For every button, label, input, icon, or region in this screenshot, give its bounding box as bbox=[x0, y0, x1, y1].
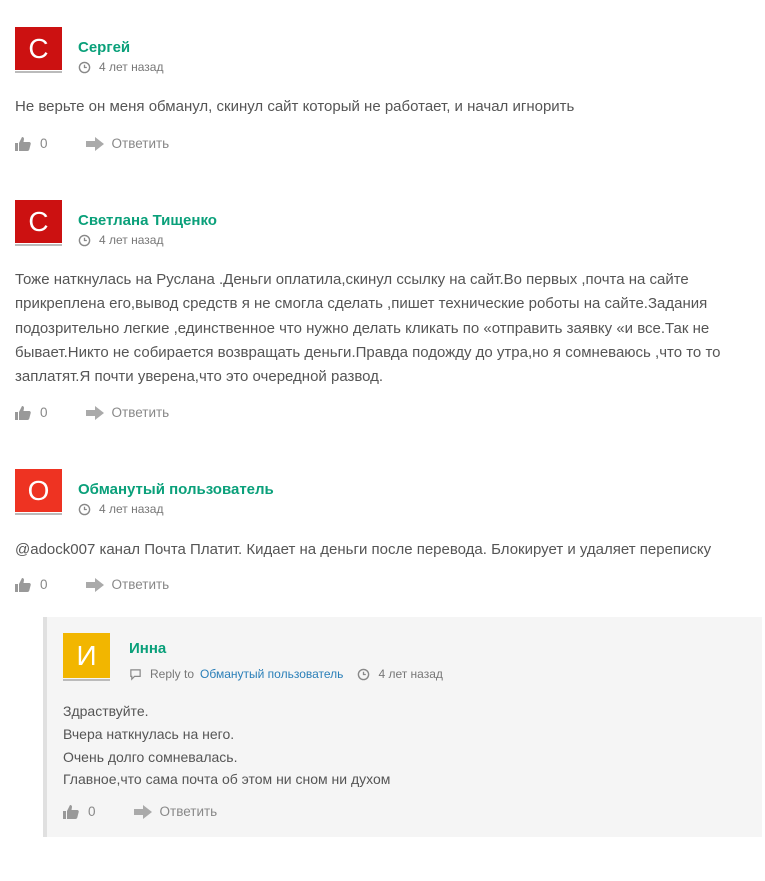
comment-actions bbox=[15, 136, 169, 151]
comment-text-line: Очень долго сомневалась. bbox=[63, 748, 238, 765]
comment bbox=[15, 469, 755, 599]
comment-author[interactable]: Инна bbox=[129, 640, 167, 657]
nested-reply bbox=[43, 617, 762, 837]
comment-text bbox=[15, 268, 721, 389]
speech-bubble-icon bbox=[129, 668, 142, 681]
comment-meta bbox=[78, 60, 163, 74]
reply-arrow-icon[interactable] bbox=[134, 805, 152, 819]
comment bbox=[15, 27, 755, 167]
comment-text-line: прикреплена его,вывод средств я не смогла сделать ,пишет технические роботы на сайте.Задания bbox=[15, 295, 708, 313]
comment-text-line: подозрительно легкие ,единственное что нужно делать кликать по «отправить заявку «и все.Так не bbox=[15, 319, 710, 337]
clock-icon bbox=[78, 61, 91, 74]
reply-to-label: Reply to bbox=[150, 667, 195, 681]
avatar: О bbox=[15, 469, 62, 512]
reply-arrow-icon[interactable] bbox=[86, 406, 104, 420]
comment-text-line: Главное,что сама почта об этом ни сном ни духом bbox=[63, 771, 391, 788]
reply-button[interactable]: Ответить bbox=[111, 405, 170, 420]
like-count: 0 bbox=[40, 577, 48, 592]
comment-meta bbox=[78, 233, 163, 247]
comment-text bbox=[63, 700, 390, 791]
comment-text-line: Не верьте он меня обманул, скинул сайт который не работает, и начал игнорить bbox=[15, 98, 575, 115]
avatar: С bbox=[15, 27, 62, 70]
avatar: И bbox=[63, 633, 110, 678]
like-count: 0 bbox=[40, 405, 48, 420]
comment-text-line: Здраствуйте. bbox=[63, 703, 149, 719]
comment-meta bbox=[78, 502, 163, 516]
avatar: С bbox=[15, 200, 62, 243]
comment-author[interactable]: Обманутый пользователь bbox=[78, 481, 274, 498]
comment-text bbox=[15, 95, 574, 119]
like-count: 0 bbox=[88, 804, 96, 819]
comment-actions bbox=[63, 804, 217, 819]
reply-to-link[interactable]: Обманутый пользователь bbox=[200, 667, 344, 681]
clock-icon bbox=[78, 503, 91, 516]
clock-icon bbox=[357, 668, 370, 681]
comment-meta bbox=[129, 667, 443, 681]
reply-button[interactable]: Ответить bbox=[111, 577, 170, 592]
comment-text-line: бывает.Никто не собирается возвращать деньги.Правда подожду до утра,но я сомневаюсь ,что то то bbox=[15, 343, 721, 361]
comment-time: 4 лет назад bbox=[99, 502, 164, 516]
comment-time: 4 лет назад bbox=[99, 60, 164, 74]
comment-text-line: заплатят.Я почти уверена,что это очередной развод. bbox=[15, 368, 384, 386]
comment-author[interactable]: Сергей bbox=[78, 39, 131, 56]
comment-actions bbox=[15, 405, 169, 420]
reply-arrow-icon[interactable] bbox=[86, 578, 104, 592]
like-count: 0 bbox=[40, 136, 48, 151]
thumbs-up-icon[interactable] bbox=[15, 137, 31, 151]
thumbs-up-icon[interactable] bbox=[15, 406, 31, 420]
reply-button[interactable]: Ответить bbox=[111, 136, 170, 151]
reply-arrow-icon[interactable] bbox=[86, 137, 104, 151]
comment-author[interactable]: Светлана Тищенко bbox=[78, 212, 217, 229]
clock-icon bbox=[78, 234, 91, 247]
comment-text-line: @adock007 канал Почта Платит. Кидает на деньги после перевода. Блокирует и удаляет переписку bbox=[15, 541, 712, 558]
thumbs-up-icon[interactable] bbox=[63, 805, 79, 819]
comment-text-line: Тоже наткнулась на Руслана .Деньги оплатила,скинул ссылку на сайт.Во первых ,почта на сайте bbox=[15, 271, 689, 288]
comment-actions bbox=[15, 577, 169, 592]
comment-text bbox=[15, 538, 711, 562]
comment-text-line: Вчера наткнулась на него. bbox=[63, 725, 235, 742]
comment-time: 4 лет назад bbox=[99, 233, 164, 247]
thumbs-up-icon[interactable] bbox=[15, 578, 31, 592]
comment bbox=[15, 200, 755, 435]
comment-time: 4 лет назад bbox=[378, 667, 443, 681]
reply-button[interactable]: Ответить bbox=[159, 804, 218, 819]
